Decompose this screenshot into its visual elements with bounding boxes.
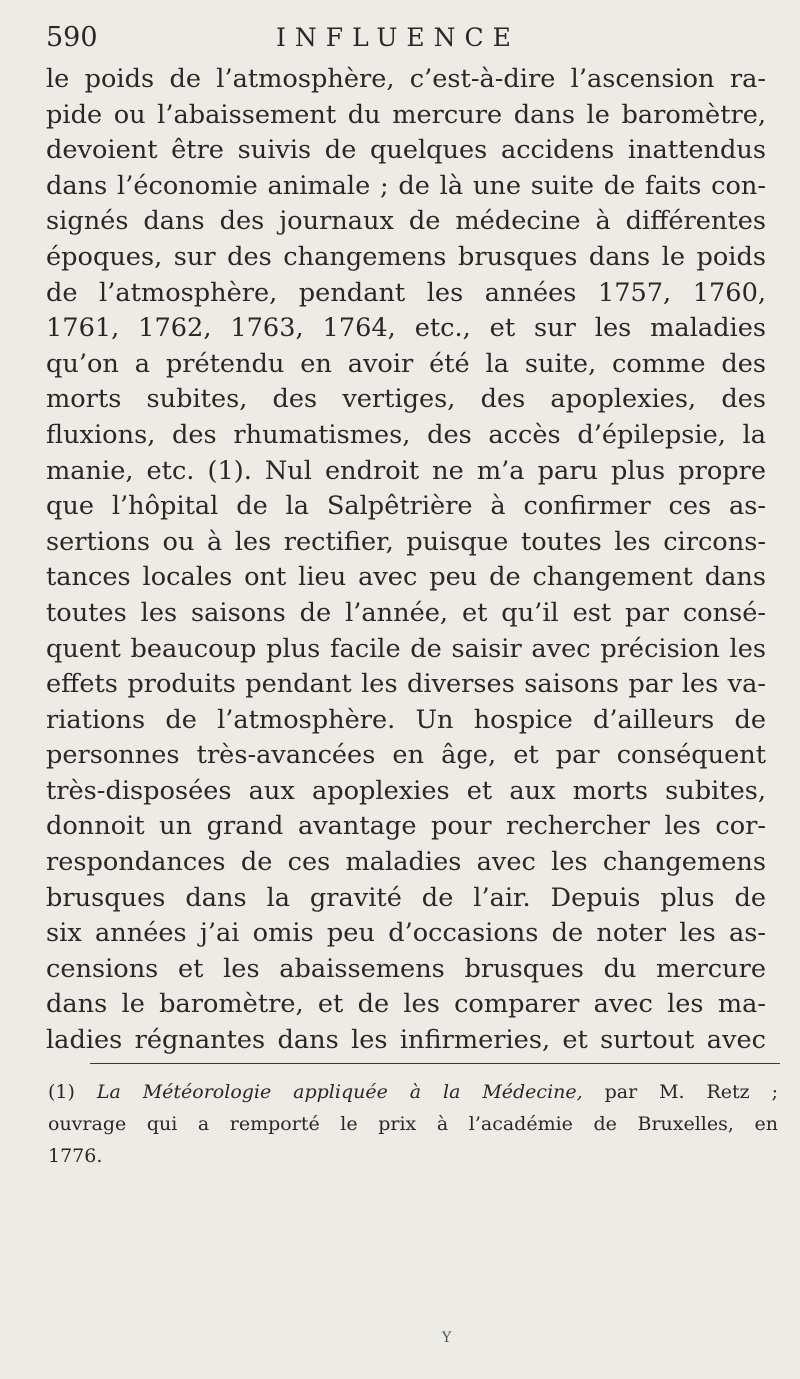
- text-line: manie, etc. (1). Nul endroit ne m’a paru plus propre: [46, 455, 766, 486]
- text-line: riations de l’atmosphère. Un hospice d’ailleurs de: [46, 704, 766, 735]
- text-line: tances locales ont lieu avec peu de changement dans: [46, 562, 766, 593]
- text-line: sertions ou à les rectifier, puisque toutes les circons-: [46, 526, 766, 557]
- text-line: qu’on a prétendu en avoir été la suite, comme des: [46, 348, 766, 379]
- text-line: que l’hôpital de la Salpêtrière à confirmer ces as-: [46, 491, 766, 522]
- text-line: fluxions, des rhumatismes, des accès d’épilepsie, la: [46, 419, 766, 450]
- page-number: 590: [46, 22, 98, 53]
- text-line: donnoit un grand avantage pour rechercher les cor-: [46, 811, 766, 842]
- text-line: le poids de l’atmosphère, c’est-à-dire l’ascension ra-: [46, 64, 766, 94]
- text-line: 1761, 1762, 1763, 1764, etc., et sur les maladies: [46, 313, 766, 344]
- footnote-line-3: 1776.: [48, 1145, 103, 1167]
- text-line: époques, sur des changemens brusques dans le poids: [46, 241, 766, 272]
- text-line: très-disposées aux apoplexies et aux morts subites,: [46, 775, 766, 806]
- body-text: [46, 62, 766, 1059]
- signature-mark: Y: [442, 1330, 452, 1346]
- text-line: morts subites, des vertiges, des apoplexies, des: [46, 384, 766, 415]
- text-line: quent beaucoup plus facile de saisir avec précision les: [46, 633, 766, 664]
- text-line: devoient être suivis de quelques accidens inattendus: [46, 135, 766, 166]
- text-line: de l’atmosphère, pendant les années 1757, 1760,: [46, 277, 766, 308]
- text-line: ladies régnantes dans les infirmeries, et surtout avec: [46, 1025, 766, 1056]
- text-line: censions et les abaissemens brusques du mercure: [46, 953, 766, 984]
- text-line: dans l’économie animale ; de là une suite de faits con-: [46, 170, 766, 201]
- footnote-title: La Météorologie appliquée à la Médecine,: [96, 1081, 583, 1103]
- footnote-line-2: ouvrage qui a remporté le prix à l’académie de Bruxelles, en: [48, 1113, 778, 1135]
- text-line: personnes très-avancées en âge, et par conséquent: [46, 740, 766, 771]
- text-line: brusques dans la gravité de l’air. Depuis plus de: [46, 882, 766, 913]
- running-title: INFLUENCE: [276, 23, 520, 52]
- text-line: respondances de ces maladies avec les changemens: [46, 847, 766, 878]
- footnote-line-1: [48, 1076, 778, 1108]
- footnote-author: par M. Retz ;: [604, 1081, 778, 1103]
- text-line: signés dans des journaux de médecine à différentes: [46, 206, 766, 237]
- text-line: pide ou l’abaissement du mercure dans le baromètre,: [46, 99, 766, 130]
- text-line: effets produits pendant les diverses saisons par les va-: [46, 669, 766, 700]
- text-line: toutes les saisons de l’année, et qu’il est par consé-: [46, 597, 766, 628]
- text-line: dans le baromètre, et de les comparer avec les ma-: [46, 989, 766, 1020]
- text-line: six années j’ai omis peu d’occasions de noter les as-: [46, 918, 766, 949]
- page-header: [46, 18, 766, 58]
- footnote-divider: [90, 1063, 780, 1064]
- footnote: [48, 1076, 778, 1172]
- footnote-marker: (1): [48, 1081, 75, 1103]
